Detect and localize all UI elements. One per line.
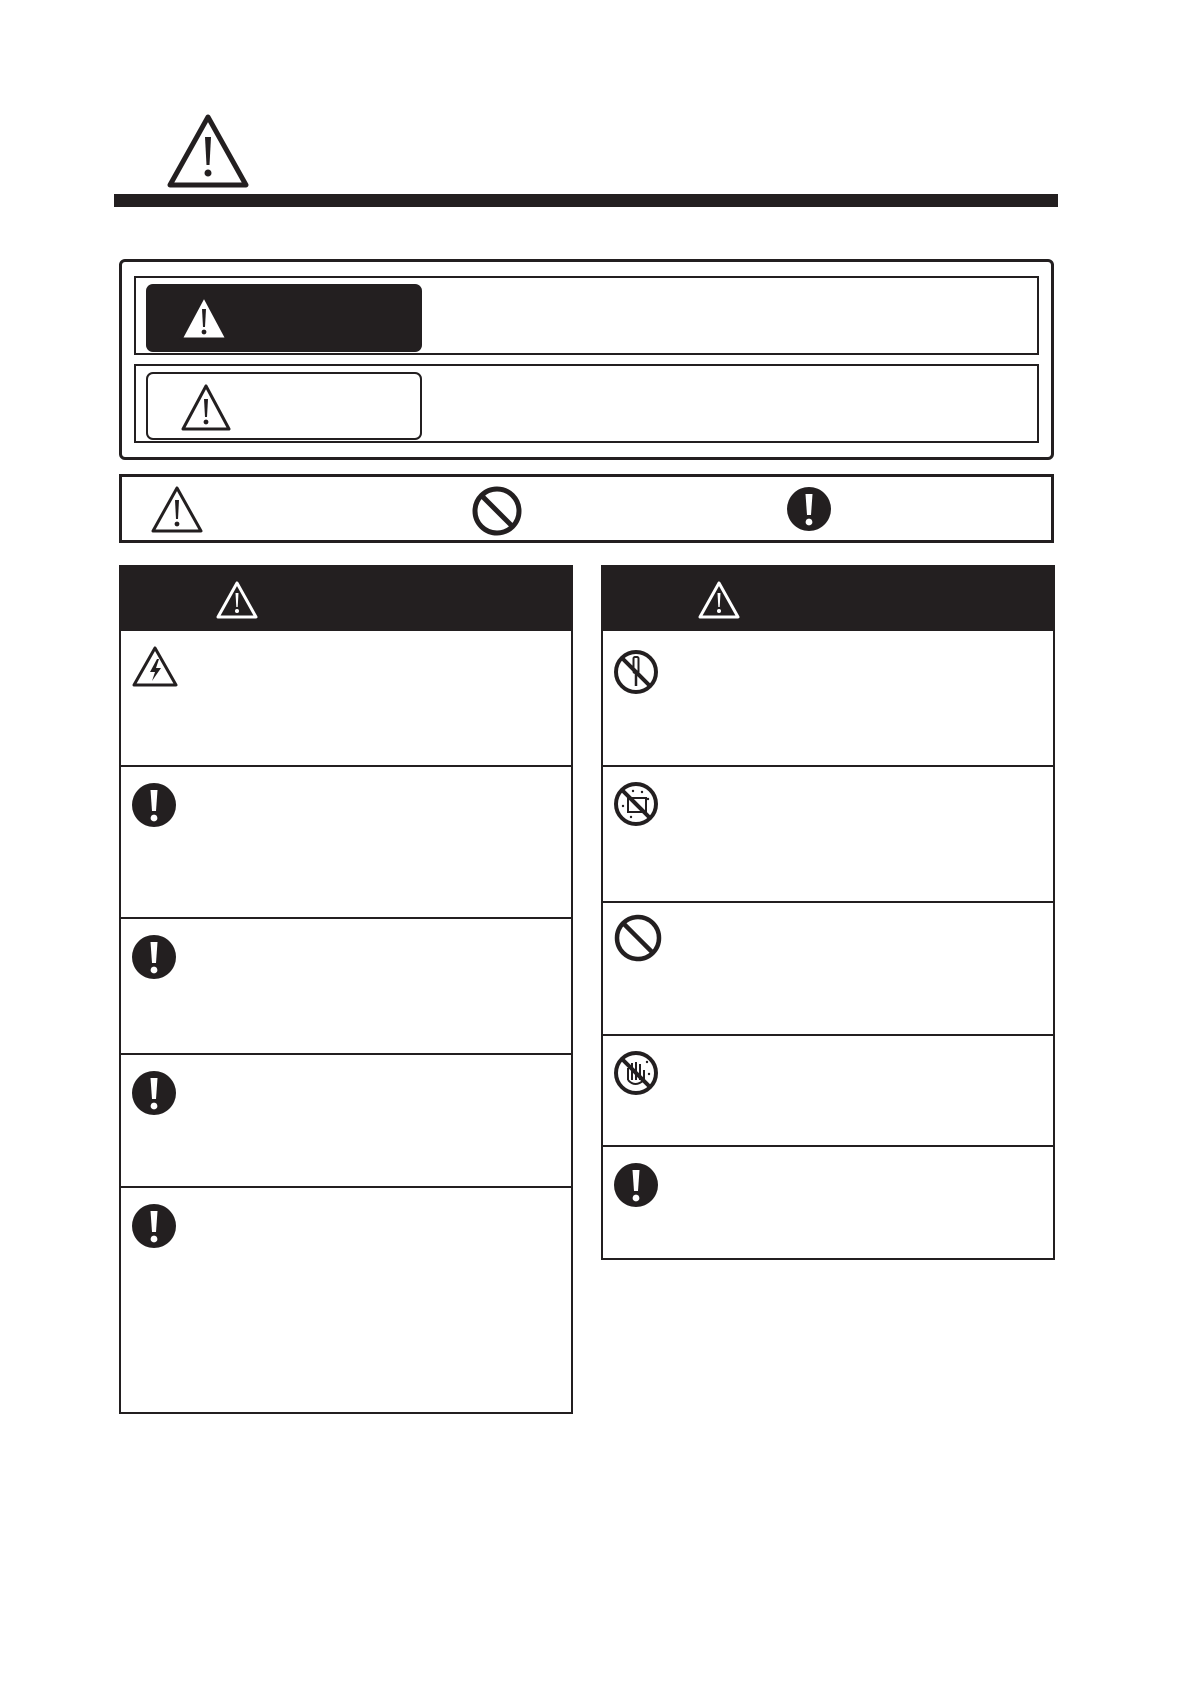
signal-badge-light [146, 372, 422, 440]
mandatory-action-icon [131, 1202, 177, 1250]
warning-triangle-icon [178, 293, 230, 343]
warning-cell [121, 919, 571, 1055]
warning-triangle-icon [215, 580, 259, 620]
symbol-legend-bar [119, 474, 1054, 543]
warning-cell [603, 631, 1053, 767]
legend-row-danger [134, 276, 1039, 355]
warning-cell [121, 631, 571, 767]
mandatory-action-icon [786, 485, 832, 533]
warning-cell [121, 1188, 571, 1412]
mandatory-action-icon [131, 933, 177, 981]
no-wet-hands-icon [613, 1050, 659, 1096]
warning-triangle-icon [180, 383, 232, 433]
warning-cell [603, 903, 1053, 1036]
warning-triangle-icon [150, 485, 204, 535]
no-water-icon [613, 781, 659, 827]
left-column-header [121, 567, 571, 631]
right-column-header [603, 567, 1053, 631]
warning-cell [603, 1036, 1053, 1147]
warning-cell [603, 1147, 1053, 1258]
prohibition-icon [471, 485, 523, 537]
warning-cell [121, 767, 571, 919]
signal-badge-dark [146, 284, 422, 352]
left-warning-column [119, 565, 573, 1414]
prohibition-icon [613, 913, 663, 963]
warning-cell [121, 1055, 571, 1188]
right-warning-column [601, 565, 1055, 1260]
mandatory-action-icon [613, 1161, 659, 1209]
title-warning-triangle-icon [166, 113, 250, 189]
signal-word-legend [119, 259, 1054, 460]
mandatory-action-icon [131, 1069, 177, 1117]
electrical-hazard-icon [131, 645, 179, 689]
warning-cell [603, 767, 1053, 903]
mandatory-action-icon [131, 781, 177, 829]
warning-triangle-icon [697, 580, 741, 620]
title-rule [114, 194, 1058, 207]
legend-row-caution [134, 364, 1039, 443]
no-disassembly-icon [613, 649, 659, 695]
